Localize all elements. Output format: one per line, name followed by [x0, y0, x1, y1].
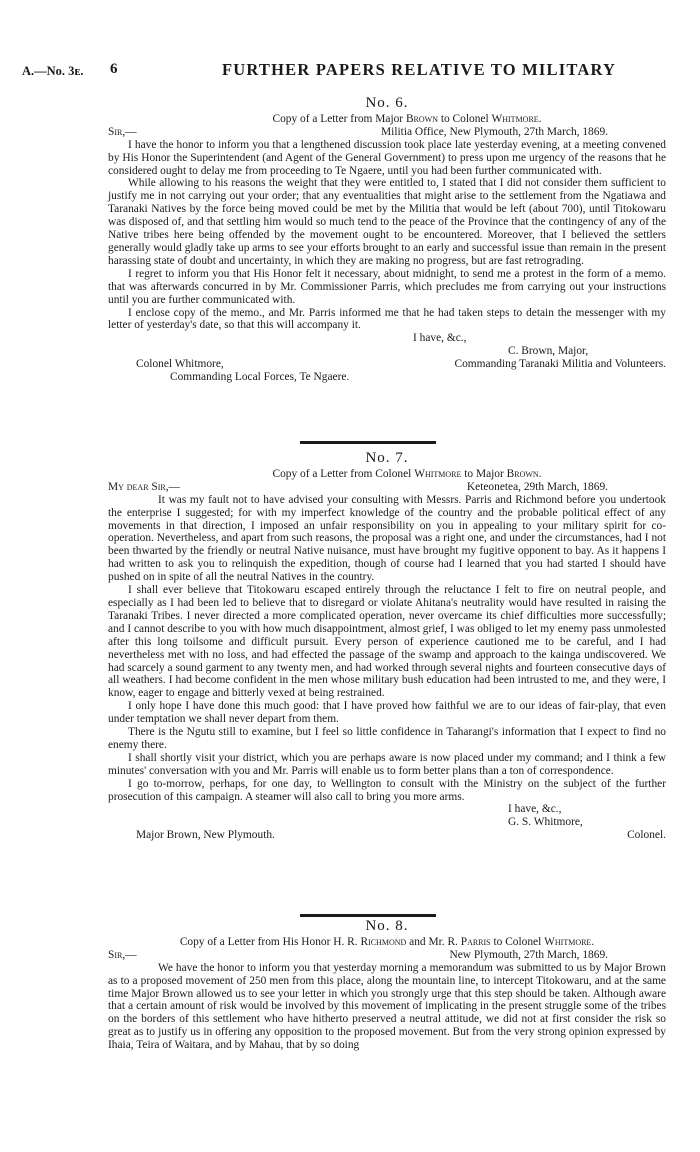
document-code: A.—No. 3ᴇ.	[22, 64, 84, 78]
paragraph: There is the Ngutu still to examine, but I feel so little confidence in Taharangi's information that I expect to find no enemy there.	[108, 726, 666, 751]
salutation: My dear Sir,—	[108, 480, 180, 493]
paragraph: I shall ever believe that Titokowaru escaped entirely through the reluctance I felt to fire on neutral people, and especially as I had been led to believe that to disregard or violate Ahitana's neutrality would have resulted in raising the Taranaki Tribes. I never directed a more complicated operation, never overcame its chief difficulties more successfully; and I cannot describe to you with how much disappointment, almost grief, I was obliged to let my enemy pass unmolested after this long toilsome and difficult pursuit. Every person of experience cautioned me to be careful, and I had nevertheless met with no loss, and had effected the passage of the swamp and approach to the kainga undiscovered. We had scarcely a sound garment to any twenty men, and had worked through several nights and fourteen consecutive days of all weathers. I had become confident in the men whose military bush education had been intrusted to me, and they were, I know, eager to engage and bitterly vexed at being restrained.	[108, 584, 666, 700]
paragraph: We have the honor to inform you that yesterday morning a memorandum was submitted to us by Major Brown as to a proposed movement of 250 men from this place, along the mountain line, to intercept Titokowaru, and at the same time Major Brown allowed us to see your letter in which you strongly urge that this step should be taken. Although aware that a certain amount of risk would be involved by this movement of implicating in the present struggle some of the tribes on the borders of this settlement who have hitherto preserved a neutral attitude, we did not at first consider the risk so great as to justify us in offering any opposition to the proposed movement. But from the very strong opinion expressed by Ihaia, Teira of Waitara, and by Mahau, that by so doing	[108, 961, 666, 1052]
section-divider	[300, 914, 436, 917]
addressee-line-2: Commanding Local Forces, Te Ngaere.	[170, 371, 350, 384]
place-date: Keteonetea, 29th March, 1869.	[466, 480, 608, 493]
signature-title: Commanding Taranaki Militia and Volunteers.	[454, 358, 666, 371]
page-header	[22, 60, 670, 84]
paragraph: I shall shortly visit your district, which you are perhaps aware is now placed under my command; and I think a few minutes' conversation with you and Mr. Parris will enable us to form better plans than a ton of correspondence.	[108, 751, 666, 777]
letter-no-6	[108, 97, 666, 384]
salutation-row	[108, 126, 666, 139]
place-date: Militia Office, New Plymouth, 27th March, 1869.	[381, 125, 608, 138]
signature: C. Brown, Major,	[508, 345, 589, 358]
letter-no-8	[108, 920, 666, 1052]
salutation: Sir,—	[108, 125, 137, 138]
letter-number: No. 6.	[365, 95, 409, 111]
signature: G. S. Whitmore,	[508, 816, 583, 829]
section-divider	[300, 441, 436, 444]
running-title: FURTHER PAPERS RELATIVE TO MILITARY	[222, 60, 617, 79]
salutation-row	[108, 949, 666, 962]
signature-title: Colonel.	[627, 829, 666, 842]
addressee-row	[108, 358, 666, 371]
letter-caption: Copy of a Letter from Major Brown to Colonel Whitmore.	[272, 112, 542, 125]
letter-caption: Copy of a Letter from Colonel Whitmore to Major Brown.	[272, 467, 542, 480]
paragraph: I regret to inform you that His Honor felt it necessary, about midnight, to send me a protest in the form of a memo. that was afterwards concurred in by Mr. Commissioner Parris, which precludes me from carrying out your instructions until you are further communicated with.	[108, 267, 666, 306]
paragraph: I only hope I have done this much good: that I have proved how faithful we are to our ideas of fair-play, that even under temptation we shall never depart from them.	[108, 700, 666, 726]
paragraph: While allowing to his reasons the weight that they were entitled to, I stated that I did not consider them sufficient to justify me in not carrying out your order; that any eventualities that might arise to the settlement from the Ngatiawa and Taranaki Natives by the force being moved could be met by the Militia that would be left (about 700), until Titokowaru was disposed of, and that settling him would so much tend to the peace of the Province that the contingency of any of the Native tribes here being offended by the movement ought to be encountered. Moreover, that I believed the settlers generally would gladly take up arms to see your efforts brought to an early and successful issue than remain in the present harassing state of doubt and uncertainty, in which they are making no progress, but are fast retrograding.	[108, 177, 666, 267]
letter-no-7	[108, 452, 666, 842]
paragraph: I have the honor to inform you that a lengthened discussion took place late yesterday evening, at a meeting convened by His Honor the Superintendent (and Agent of the General Government) to press upon me urgency of the reasons that he considered ought to delay me from proceeding to Te Ngaere, until you had been further communicated with.	[108, 138, 666, 177]
letter-number: No. 8.	[365, 918, 409, 934]
addressee-row	[108, 829, 666, 842]
closing: I have, &c.,	[508, 803, 562, 816]
letter-caption: Copy of a Letter from His Honor H. R. Richmond and Mr. R. Parris to Colonel Whitmore.	[179, 935, 595, 948]
closing: I have, &c.,	[413, 332, 467, 345]
paragraph: It was my fault not to have advised your consulting with Messrs. Parris and Richmond before you undertook the enterprise I suggested; for with my imperfect knowledge of the country and the probable political effect of any movements in that direction, I imposed an unfair responsibility on you in appealing to your military spirit for co-operation. Nevertheless, and apart from such reasons, the proposal was a right one, and under the circumstances, had I not been thwarted by the friendly or neutral Native nuisance, must have brought my fugitive opponent to bay. As it happens I had written to ask you to relinquish the expedition, though of course had I learned that you had started I should have pushed on in spite of all the neutral Natives in the country.	[108, 493, 666, 584]
salutation-row	[108, 481, 666, 494]
page-number: 6	[110, 61, 118, 77]
addressee: Major Brown, New Plymouth.	[136, 829, 275, 842]
letter-number: No. 7.	[365, 450, 409, 466]
salutation: Sir,—	[108, 948, 137, 961]
place-date: New Plymouth, 27th March, 1869.	[449, 948, 608, 961]
paragraph: I go to-morrow, perhaps, for one day, to Wellington to consult with the Ministry on the subject of the further prosecution of this campaign. A steamer will also call to bring you more arms.	[108, 777, 666, 803]
paragraph: I enclose copy of the memo., and Mr. Parris informed me that he had taken steps to detain the messenger with my letter of yesterday's date, so that this will accompany it.	[108, 306, 666, 332]
addressee: Colonel Whitmore,	[136, 358, 224, 371]
